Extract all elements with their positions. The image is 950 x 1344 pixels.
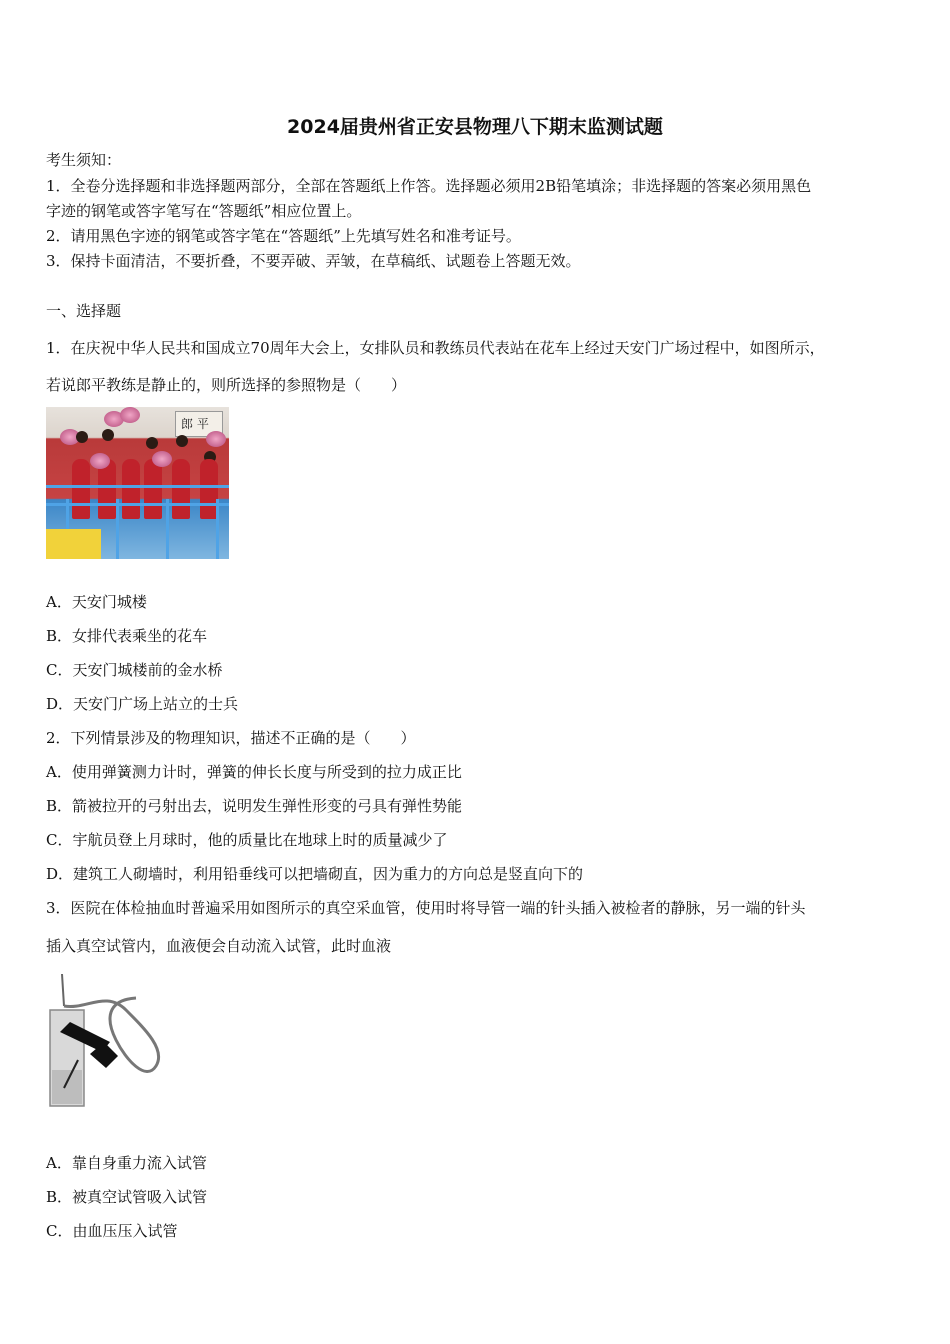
q3-option-c: C．由血压压入试管: [46, 1222, 178, 1240]
photo-sign-text: 郎 平: [181, 417, 209, 431]
q1-option-c: C．天安门城楼前的金水桥: [46, 661, 223, 679]
volleyball-float-photo: [46, 407, 229, 559]
q3-stem-line-1: 3．医院在体检抽血时普遍采用如图所示的真空采血管，使用时将导管一端的针头插入被检者的静脉，另一端的针头: [46, 899, 806, 917]
notice-line-3: 2．请用黑色字迹的钢笔或答字笔在“答题纸”上先填写姓名和准考证号。: [46, 227, 521, 245]
q2-stem: 2．下列情景涉及的物理知识，描述不正确的是（ ）: [46, 729, 416, 747]
q3-option-a: A．靠自身重力流入试管: [46, 1154, 207, 1172]
notice-line-4: 3．保持卡面清洁，不要折叠，不要弄破、弄皱，在草稿纸、试题卷上答题无效。: [46, 252, 581, 270]
notice-line-2: 字迹的钢笔或答字笔写在“答题纸”相应位置上。: [46, 202, 362, 220]
q2-option-a: A．使用弹簧测力计时，弹簧的伸长长度与所受到的拉力成正比: [46, 763, 462, 781]
q1-option-b: B．女排代表乘坐的花车: [46, 627, 208, 645]
q1-stem-line-1: 1．在庆祝中华人民共和国成立70周年大会上，女排队员和教练员代表站在花车上经过天安门广场过程中，如图所示，: [46, 339, 825, 357]
q1-option-a: A．天安门城楼: [46, 593, 147, 611]
q1-stem-line-2: 若说郎平教练是静止的，则所选择的参照物是（ ）: [46, 376, 407, 394]
q3-option-b: B．被真空试管吸入试管: [46, 1188, 208, 1206]
q2-option-b: B．箭被拉开的弓射出去，说明发生弹性形变的弓具有弹性势能: [46, 797, 463, 815]
notice-line-1: 1．全卷分选择题和非选择题两部分，全部在答题纸上作答。选择题必须用2B铅笔填涂；非选择题的答案必须用黑色: [46, 177, 812, 195]
notice-header: 考生须知：: [46, 151, 122, 169]
q3-stem-line-2: 插入真空试管内，血液便会自动流入试管，此时血液: [46, 937, 392, 955]
exam-title: 2024届贵州省正安县物理八下期末监测试题: [287, 116, 663, 138]
q2-option-c: C．宇航员登上月球时，他的质量比在地球上时的质量减少了: [46, 831, 448, 849]
section-heading: 一、选择题: [46, 302, 122, 320]
vacuum-blood-tube-image: [46, 970, 170, 1112]
q1-option-d: D．天安门广场上站立的士兵: [46, 695, 239, 713]
q2-option-d: D．建筑工人砌墙时，利用铅垂线可以把墙砌直，因为重力的方向总是竖直向下的: [46, 865, 584, 883]
